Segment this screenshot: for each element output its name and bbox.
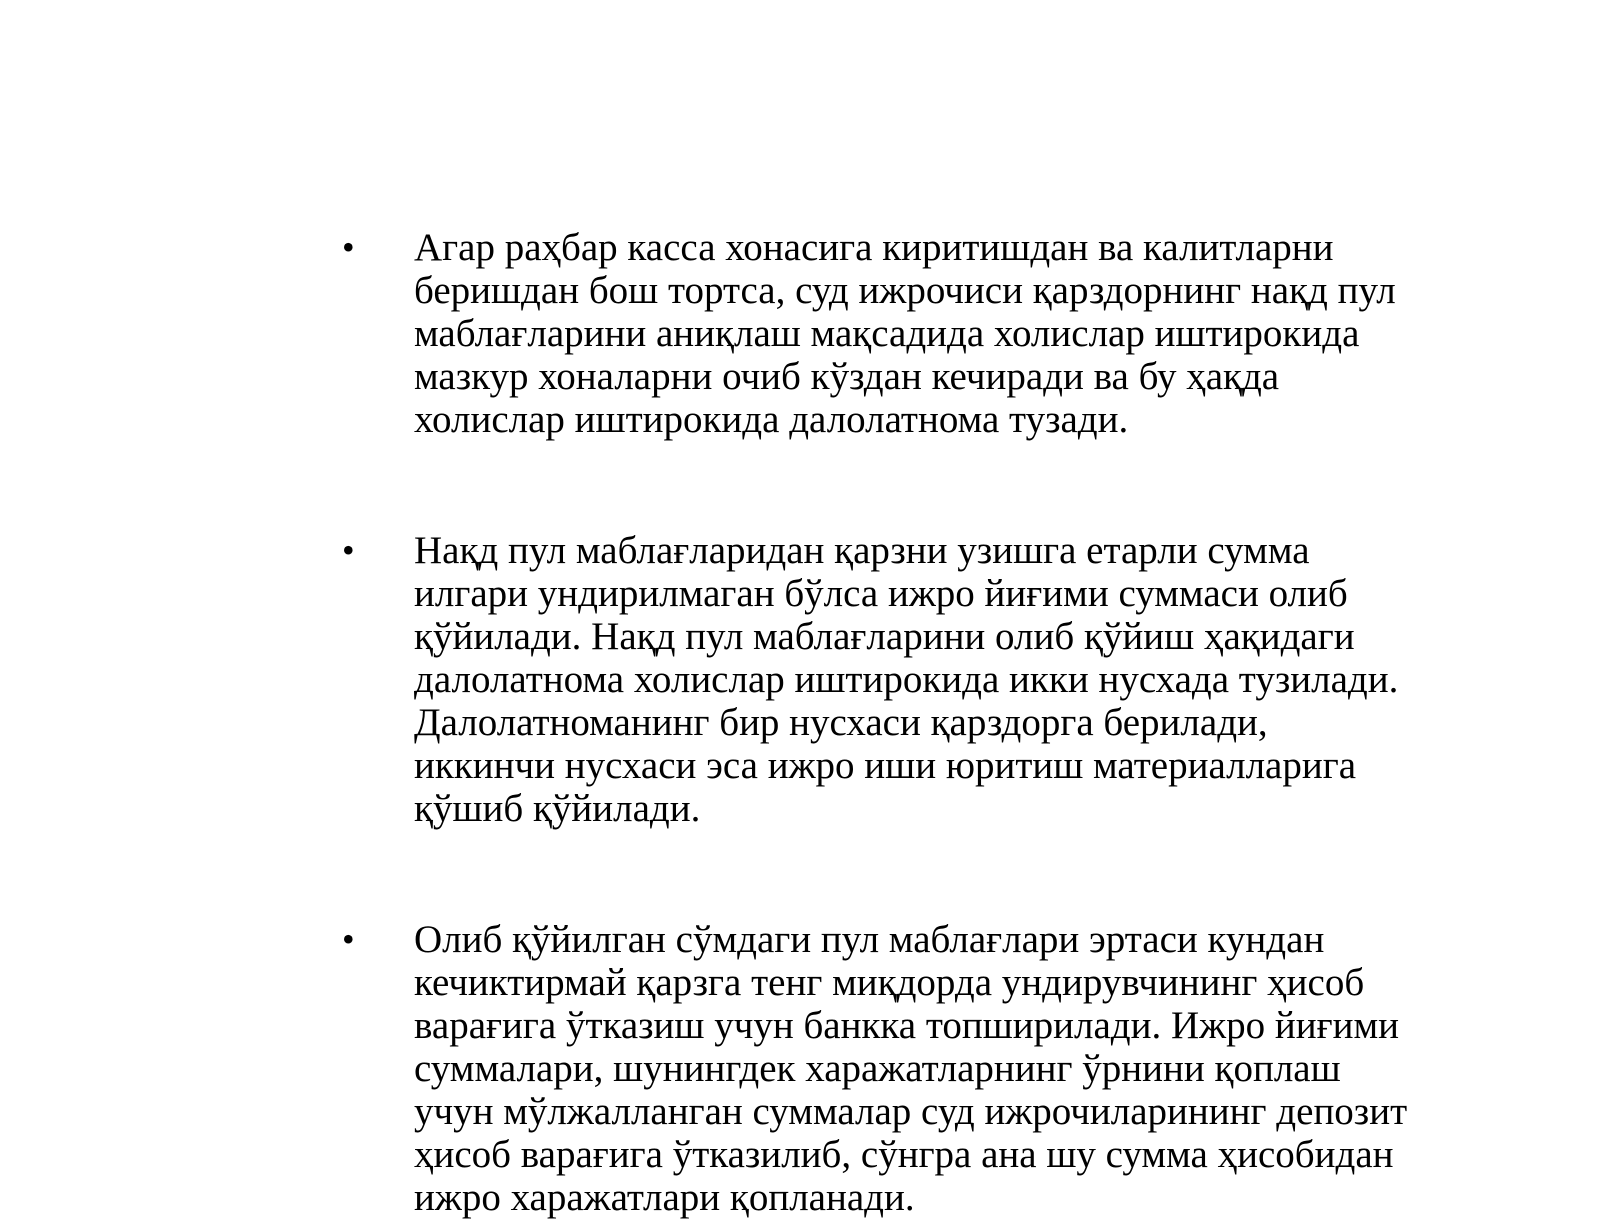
bullet-item-2 [340, 529, 1580, 830]
bullet-text-2: Нақд пул маблағларидан қарзни узишга етарли сумма илгари ундирилмаган бўлса ижро йиғими суммаси олиб қўйилади. Нақд пул маблағларини олиб қўйиш ҳақидаги далолатнома холислар иштирокида икки нусхада тузилади. Далолатноманинг бир нусхаси қарздорга берилади, иккинчи нусхаси эса ижро иши юритиш материалларига қўшиб қўйилади. [414, 529, 1399, 830]
bullet-icon: • [342, 919, 355, 959]
bullet-icon: • [342, 227, 355, 267]
bullet-item-3 [340, 918, 1580, 1219]
bullet-list [340, 226, 1580, 1219]
bullet-item-1 [340, 226, 1580, 441]
bullet-text-1: Агар раҳбар касса хонасига киритишдан ва калитларни беришдан бош тортса, суд ижрочиси қарздорнинг нақд пул маблағларини аниқлаш мақсадида холислар иштирокида мазкур хоналарни очиб кўздан кечиради ва бу ҳақда холислар иштирокида далолатнома тузади. [414, 226, 1396, 441]
bullet-text-3: Олиб қўйилган сўмдаги пул маблағлари эртаси кундан кечиктирмай қарзга тенг миқдорда ундирувчининг ҳисоб варағига ўтказиш учун банкка топширилади. Ижро йиғими суммалари, шунингдек харажатларнинг ўрнини қоплаш учун мўлжалланган суммалар суд ижрочиларининг депозит ҳисоб варағига ўтказилиб, сўнгра ана шу сумма ҳисобидан ижро харажатлари қопланади. [414, 918, 1408, 1219]
bullet-icon: • [342, 530, 355, 570]
